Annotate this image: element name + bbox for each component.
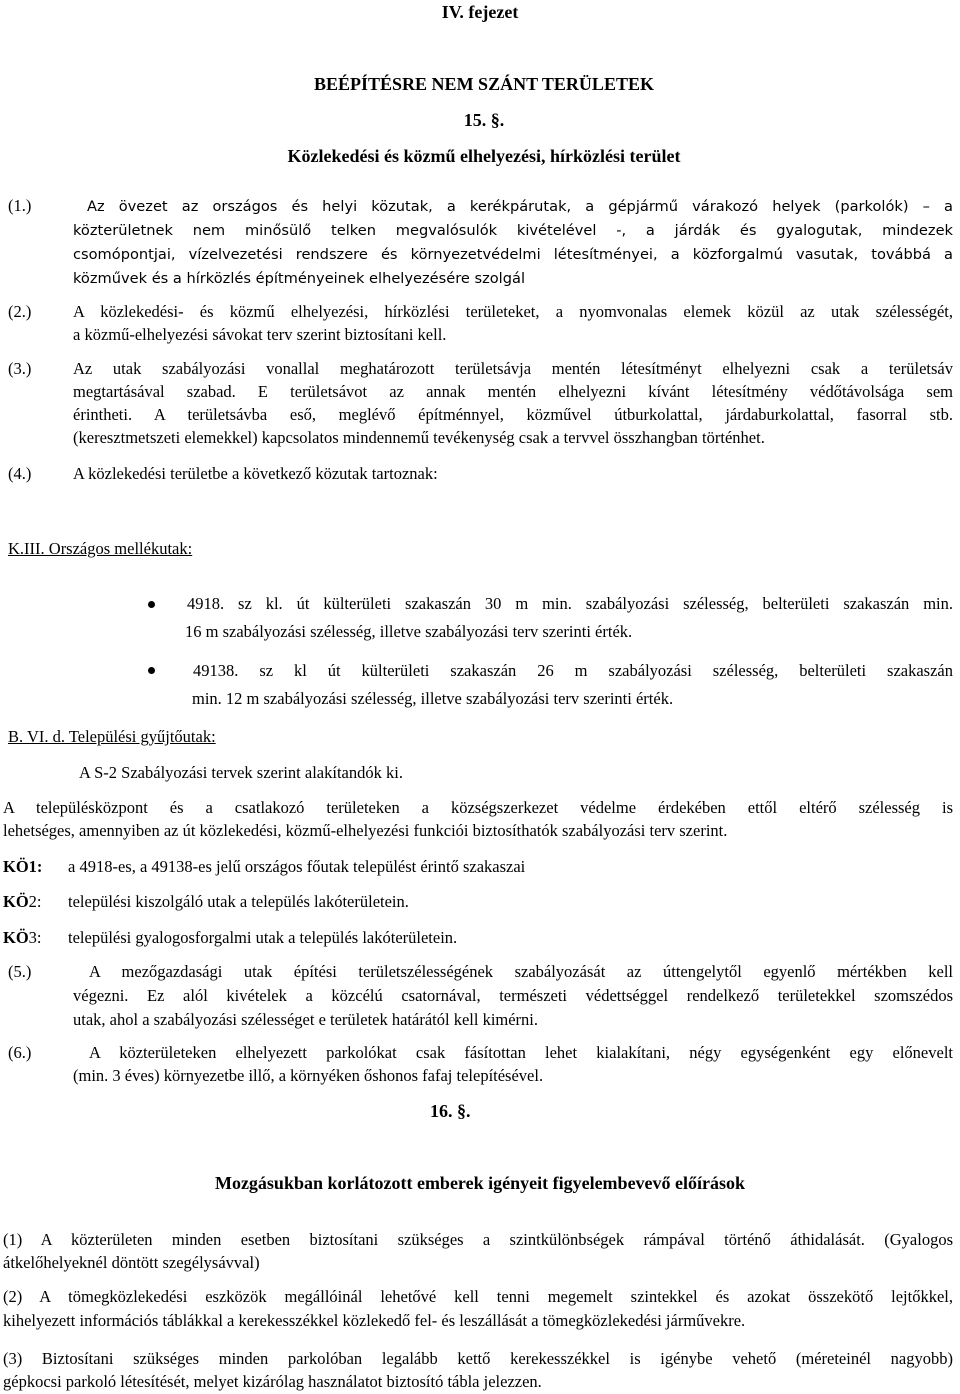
para-3-line: Az utak szabályozási vonallal meghatározott területsávja mentén létesítményt elhelyezni csak a területsáv <box>73 359 953 378</box>
section-title: BEÉPÍTÉSRE NEM SZÁNT TERÜLETEK <box>314 74 654 94</box>
para-3-line: megtartásával szabad. E területsávot az annak mentén elhelyezni kívánt létesítmény védőtávolsága sem <box>73 382 953 401</box>
para-1-line: közterületnek nem minősülő telken megvalósulók kivételével -, a járdák és gyalogutak, mindezek <box>73 222 953 239</box>
para-1-line: csomópontjai, vízelvezetési rendszere és környezetvédelmi létesítményei, a közforgalmú vasutak, továbbá a <box>73 246 953 263</box>
para-5-line: utak, ahol a szabályozási szélességet e területek határától kell kimérni. <box>73 1010 539 1029</box>
s16-item-line: (3) Biztosítani szükséges minden parkolóban legalább kettő kerekesszékkel is igénybe vehető (méreteinél nagyobb) <box>3 1349 953 1368</box>
k3-item-line: 4918. sz kl. út külterületi szakaszán 30 m min. szabályozási szélesség, belterületi szakaszán min. <box>187 594 953 613</box>
ko2-code: KÖ2: <box>3 892 42 911</box>
ko1-code: KÖ1: <box>3 857 43 876</box>
para-5-label: (5.) <box>8 962 32 981</box>
para-6-label: (6.) <box>8 1043 32 1062</box>
ko2-text: települési kiszolgáló utak a település lakóterületein. <box>68 892 409 911</box>
k3-item-line: min. 12 m szabályozási szélesség, illetve szabályozási terv szerinti érték. <box>192 689 674 708</box>
para-3-label: (3.) <box>8 359 32 378</box>
s16-item-line: (2) A tömegközlekedési eszközök megállóinál lehetővé kell tenni megemelt szintekkel és azokat összekötő lejtőkkel, <box>3 1287 953 1306</box>
section-15-number: 15. §. <box>463 110 505 130</box>
k3-item-line: 49138. sz kl út külterületi szakaszán 26 m szabályozási szélesség, belterületi szakaszán <box>193 661 953 680</box>
para-4-text: A közlekedési területbe a következő közutak tartoznak: <box>73 464 438 483</box>
bullet-icon <box>148 601 155 608</box>
bullet-icon <box>148 667 155 674</box>
section-15-title: Közlekedési és közmű elhelyezési, hírközlési terület <box>287 146 681 166</box>
para-3-line: érintheti. A területsávba eső, meglévő építménnyel, közművel útburkolattal, járdaburkolattal, fasorral stb. <box>73 405 953 424</box>
para-5-line: végezni. Ez alól kivételek a közcélú csatornával, természeti védettséggel rendelkező területekkel szomszédos <box>73 986 953 1005</box>
para-1-line: közművek és a hírközlés építményeinek elhelyezésére szolgál <box>73 270 525 287</box>
para-1-label: (1.) <box>8 196 32 215</box>
para-4-label: (4.) <box>8 464 32 483</box>
para-6-line: (min. 3 éves) környezetbe illő, a környéken őshonos fafaj telepítésével. <box>73 1066 544 1085</box>
section-16-number: 16. §. <box>430 1101 471 1121</box>
ko1-text: a 4918-es, a 49138-es jelű országos főutak települést érintő szakaszai <box>68 857 526 876</box>
k3-heading: K.III. Országos mellékutak: <box>8 539 193 558</box>
para-2-line: A közlekedési- és közmű elhelyezési, hírközlési területeket, a nyomvonalas elemek közül az utak szélességét, <box>73 302 953 321</box>
para-1-line: Az övezet az országos és helyi közutak, a kerékpárutak, a gépjármű várakozó helyek (parkolók) – a <box>87 198 953 215</box>
b6-heading: B. VI. d. Települési gyűjtőutak: <box>8 727 216 746</box>
para-6-line: A közterületeken elhelyezett parkolókat csak fásítottan lehet kialakítani, négy egységenként egy előnevelt <box>89 1043 953 1062</box>
b6-text: A S-2 Szabályozási tervek szerint alakítandók ki. <box>79 763 403 782</box>
ko3-code: KÖ3: <box>3 928 42 947</box>
chapter-heading: IV. fejezet <box>441 2 519 22</box>
para-2-label: (2.) <box>8 302 32 321</box>
para-2-line: a közmű-elhelyezési sávokat terv szerint biztosítani kell. <box>73 325 447 344</box>
s16-item-line: (1) A közterületen minden esetben biztosítani szükséges a szintkülönbségek rámpával történő áthidalását. (Gyalogos <box>3 1230 953 1249</box>
s16-item-line: átkelőhelyeknél döntött szegélysávval) <box>3 1253 260 1272</box>
k3-item-line: 16 m szabályozási szélesség, illetve szabályozási terv szerinti érték. <box>185 622 633 641</box>
ko3-text: települési gyalogosforgalmi utak a település lakóterületein. <box>68 928 458 947</box>
s16-item-line: gépkocsi parkoló létesítését, melyet kizárólag használatot biztosító tábla jelezzen. <box>3 1372 542 1391</box>
para-5-line: A mezőgazdasági utak építési területszélességének szabályozását az úttengelytől egyenlő mértékben kell <box>89 962 953 981</box>
settlement-center-line: A településközpont és a csatlakozó területeken a községszerkezet védelme érdekében ettől eltérő szélesség is <box>3 798 953 817</box>
s16-item-line: kihelyezett információs táblákkal a kerekesszékkel közlekedő fel- és leszállását a tömegközlekedési járművekre. <box>3 1311 746 1330</box>
settlement-center-line: lehetséges, amennyiben az út közlekedési, közmű-elhelyezési funkciói biztosíthatók szabályozási terv szerint. <box>3 821 728 840</box>
section-16-title: Mozgásukban korlátozott emberek igényeit figyelembevevő előírások <box>214 1173 746 1193</box>
para-3-line: (keresztmetszeti elemekkel) kapcsolatos mindennemű tevékenység csak a tervvel összhangban történhet. <box>73 428 765 447</box>
